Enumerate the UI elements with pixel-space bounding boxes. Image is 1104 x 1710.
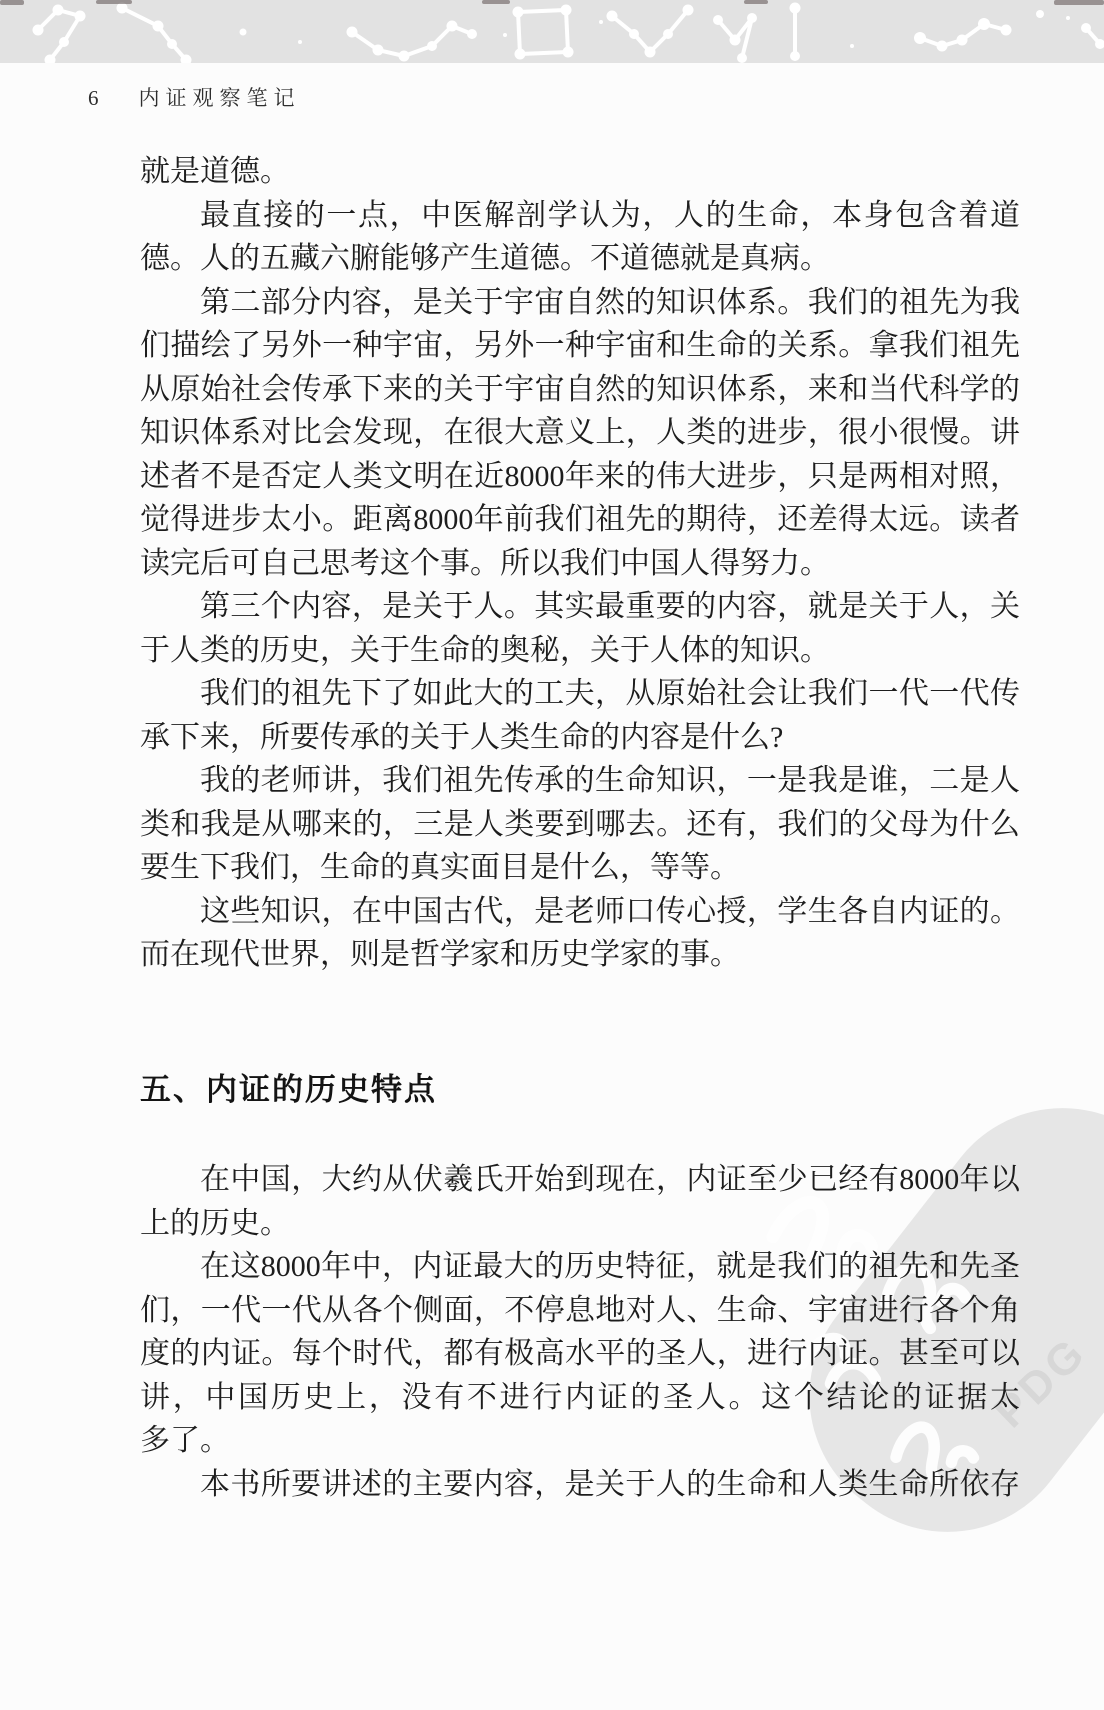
- text-line: 觉得进步太小。距离8000年前我们祖先的期待，还差得太远。读者: [140, 503, 1020, 536]
- page-number: 6: [88, 86, 99, 110]
- section-heading: 五、内证的历史特点: [140, 1072, 437, 1107]
- running-header: [88, 82, 301, 108]
- text-line: 度的内证。每个时代，都有极高水平的圣人，进行内证。甚至可以: [140, 1337, 1020, 1370]
- text-line: 要生下我们，生命的真实面目是什么，等等。: [140, 851, 740, 884]
- text-line: 德。人的五藏六腑能够产生道德。不道德就是真病。: [140, 242, 830, 275]
- text-line: 在这8000年中，内证最大的历史特征，就是我们的祖先和先圣: [200, 1250, 1020, 1283]
- text-line: 我的老师讲，我们祖先传承的生命知识，一是我是谁，二是人: [200, 764, 1020, 797]
- text-line: 本书所要讲述的主要内容，是关于人的生命和人类生命所依存: [200, 1467, 1020, 1501]
- text-line: 知识体系对比会发现，在很大意义上，人类的进步，很小很慢。讲: [140, 416, 1020, 449]
- pdg-watermark-label: PDG: [985, 1327, 1097, 1438]
- text-line: 上的历史。: [140, 1206, 290, 1240]
- text-line: 从原始社会传承下来的关于宇宙自然的知识体系，来和当代科学的: [140, 372, 1020, 406]
- text-line: 我们的祖先下了如此大的工夫，从原始社会让我们一代一代传: [200, 677, 1020, 710]
- text-block-2: [140, 1158, 1020, 1506]
- text-line: 们描绘了另外一种宇宙，另外一种宇宙和生命的关系。拿我们祖先: [140, 329, 1020, 362]
- text-line: 读完后可自己思考这个事。所以我们中国人得努力。: [140, 546, 830, 580]
- text-line: 多了。: [140, 1424, 230, 1457]
- text-line: 在中国，大约从伏羲氏开始到现在，内证至少已经有8000年以: [200, 1163, 1020, 1196]
- text-line: 而在现代世界，则是哲学家和历史学家的事。: [140, 938, 740, 971]
- text-line: 述者不是否定人类文明在近8000年来的伟大进步，只是两相对照，: [140, 459, 1020, 493]
- text-line: 们，一代一代从各个侧面，不停息地对人、生命、宇宙进行各个角: [140, 1293, 1020, 1327]
- text-line: 第二部分内容，是关于宇宙自然的知识体系。我们的祖先为我: [200, 285, 1020, 319]
- text-block-1: [140, 150, 1020, 977]
- text-line: 第三个内容，是关于人。其实最重要的内容，就是关于人，关: [200, 590, 1020, 623]
- constellation-band-icon: [0, 0, 1104, 63]
- text-line: 这些知识，在中国古代，是老师口传心授，学生各自内证的。: [200, 894, 1020, 928]
- text-line: 于人类的历史，关于生命的奥秘，关于人体的知识。: [140, 633, 830, 667]
- text-line: 承下来，所要传承的关于人类生命的内容是什么?: [140, 720, 784, 754]
- text-line: 讲，中国历史上，没有不进行内证的圣人。这个结论的证据太: [140, 1380, 1020, 1414]
- text-line: 就是道德。: [140, 155, 290, 188]
- running-book-title: 内证观察笔记: [138, 86, 301, 110]
- text-line: 最直接的一点，中医解剖学认为，人的生命，本身包含着道: [200, 198, 1020, 232]
- text-line: 类和我是从哪来的，三是人类要到哪去。还有，我们的父母为什么: [140, 807, 1020, 841]
